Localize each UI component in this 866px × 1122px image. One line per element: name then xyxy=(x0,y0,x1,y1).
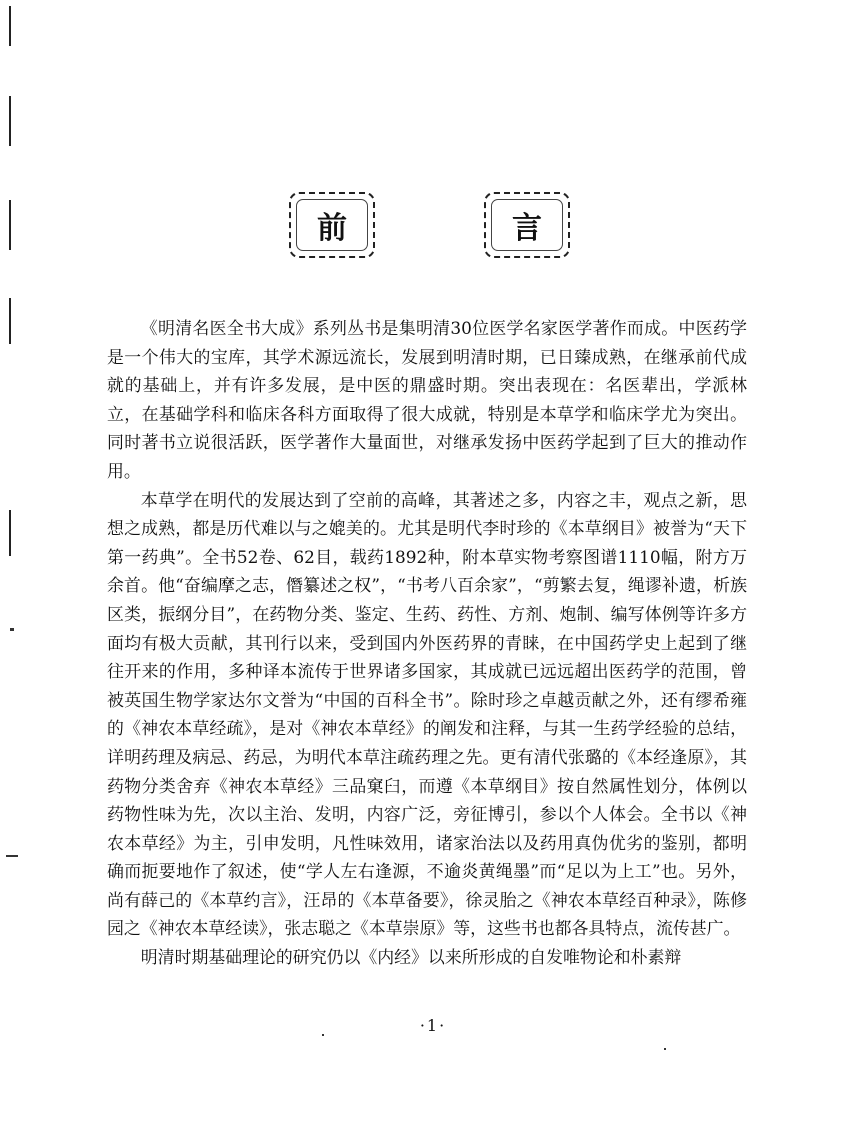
paragraph: 明清时期基础理论的研究仍以《内经》以来所形成的自发唯物论和朴素辩 xyxy=(140,947,682,968)
paragraph: 本草学在明代的发展达到了空前的高峰，其著述之多，内容之丰，观点之新，思想之成熟，都是历代难以与之媲美的。尤其是明代李时珍的《本草纲目》被誉为“天下第一药典”。全书52卷、62目，载药1892种，附本草实物考察图谱1110幅，附方万余首。他“奋编摩之志，僭纂述之权”，“书考八百余家”，“剪繁去复，绳谬补遗，析族区类，振纲分目”，在药物分类、鉴定、生药、药性、方剂、炮制、编写体例等许多方面均有极大贡献，其刊行以来，受到国内外医药界的青睐，在中国药学史上起到了继往开来的作用，多种译本流传于世界诸多国家，其成就已远远超出医药学的范围，曾被英国生物学家达尔文誉为“中国的百科全书”。除时珍之卓越贡献之外，还有缪希雍的《神农本草经疏》，是对《神农本草经》的阐发和注释，与其一生药学经验的总结，详明药理及病忌、药忌，为明代本草注疏药理之先。更有清代张璐的《本经逢原》，其药物分类舍弃《神农本草经》三品窠臼，而遵《本草纲目》按自然属性划分，体例以药物性味为先，次以主治、发明，内容广泛，旁征博引，参以个人体会。全书以《神农本草经》为主，引申发明，凡性味效用，诸家治法以及药用真伪优劣的鉴别，都明确而扼要地作了叙述，使“学人左右逢源，不逾炎黄绳墨”而“足以为上工”也。另外，尚有薛己的《本草约言》，汪昂的《本草备要》，徐灵胎之《神农本草经百种录》，陈修园之《神农本草经读》，张志聪之《本草崇原》等，这些书也都各具特点，流传甚广。 xyxy=(107,489,747,939)
paragraph: 《明清名医全书大成》系列丛书是集明清30位医学名家医学著作而成。中医药学是一个伟大的宝库，其学术源远流长，发展到明清时期，已日臻成熟，在继承前代成就的基础上，并有许多发展，是中医的鼎盛时期。突出表现在：名医辈出，学派林立，在基础学科和临床各科方面取得了很大成就，特别是本草学和临床学尤为突出。同时著书立说很活跃，医学著作大量面世，对继承发扬中医药学起到了巨大的推动作用。 xyxy=(107,318,747,481)
scan-speck xyxy=(6,855,18,857)
heading-box-left xyxy=(289,192,375,258)
page-number: ·1· xyxy=(419,1016,447,1035)
preface-heading xyxy=(0,192,866,268)
heading-char-right: 言 xyxy=(512,211,542,246)
scan-edge-mark xyxy=(9,510,11,556)
scan-edge-mark xyxy=(9,6,11,46)
scan-speck xyxy=(664,1048,666,1050)
heading-char-left: 前 xyxy=(317,211,347,246)
scan-edge-mark xyxy=(9,96,11,146)
heading-box-right xyxy=(484,192,570,258)
scan-speck xyxy=(10,628,14,631)
preface-body xyxy=(107,314,747,972)
scan-edge-mark xyxy=(9,298,11,344)
